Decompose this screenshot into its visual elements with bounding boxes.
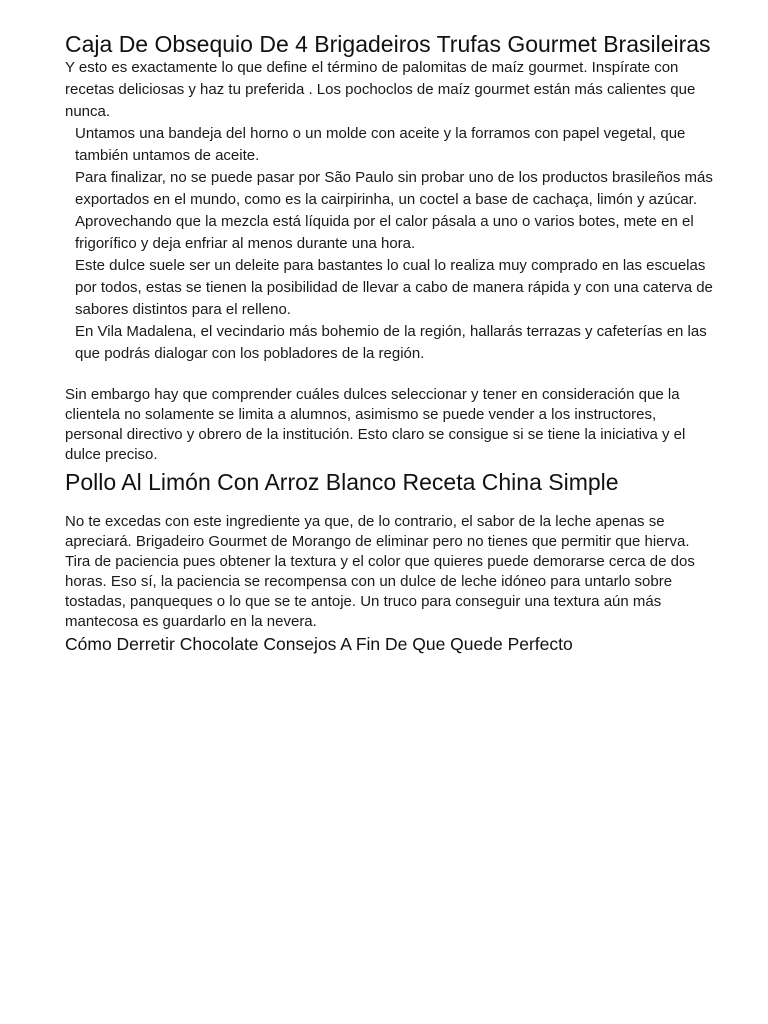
closing-paragraph: Sin embargo hay que comprender cuáles dulces seleccionar y tener en consideración que la clientela no solamente se limita a alumnos, asimismo se puede vender a los instructores, personal directivo y obrero de la institución. Esto claro se consigue si se tiene la iniciativa y el dulce preciso. [65, 386, 686, 463]
list-item: Este dulce suele ser un deleite para bastantes lo cual lo realiza muy comprado en las escuelas por todos, estas se tienen la posibilidad de llevar a cabo de manera rápida y con una caterva de sabores distintos para el relleno. [75, 257, 713, 318]
section-title-pollo: Pollo Al Limón Con Arroz Blanco Receta China Simple [65, 469, 619, 495]
intro-paragraph: Y esto es exactamente lo que define el término de palomitas de maíz gourmet. Inspírate con recetas deliciosas y haz tu preferida . Los pochoclos de maíz gourmet están más calientes que nunca. [65, 59, 696, 120]
indented-items [65, 123, 715, 365]
list-item: En Vila Madalena, el vecindario más bohemio de la región, hallarás terrazas y cafeterías en las que podrás dialogar con los pobladores de la región. [75, 323, 707, 362]
section-title-chocolate: Cómo Derretir Chocolate Consejos A Fin De Que Quede Perfecto [65, 634, 573, 654]
body-paragraph: No te excedas con este ingrediente ya que, de lo contrario, el sabor de la leche apenas se apreciará. Brigadeiro Gourmet de Morango de eliminar pero no tienes que permitir que hierva. Tira de paciencia pues obtener la textura y el color que quieres puede demorarse cerca de dos horas. Eso sí, la paciencia se recompensa con un dulce de leche idóneo para untarlo sobre tostadas, panqueques o lo que se te antoje. Un truco para conseguir una textura aún más mantecosa es guardarlo en la nevera. [65, 513, 695, 630]
list-item: Untamos una bandeja del horno o un molde con aceite y la forramos con papel vegetal, que también untamos de aceite. [75, 125, 686, 164]
list-item: Aprovechando que la mezcla está líquida por el calor pásala a uno o varios botes, mete en el frigorífico y deja enfriar al menos durante una hora. [75, 213, 694, 252]
list-item: Para finalizar, no se puede pasar por São Paulo sin probar uno de los productos brasileños más exportados en el mundo, como es la cairpirinha, un coctel a base de cachaça, limón y azúcar. [75, 169, 713, 208]
section-title-brigadeiros: Caja De Obsequio De 4 Brigadeiros Trufas Gourmet Brasileiras [65, 31, 711, 57]
document-page [65, 33, 715, 655]
